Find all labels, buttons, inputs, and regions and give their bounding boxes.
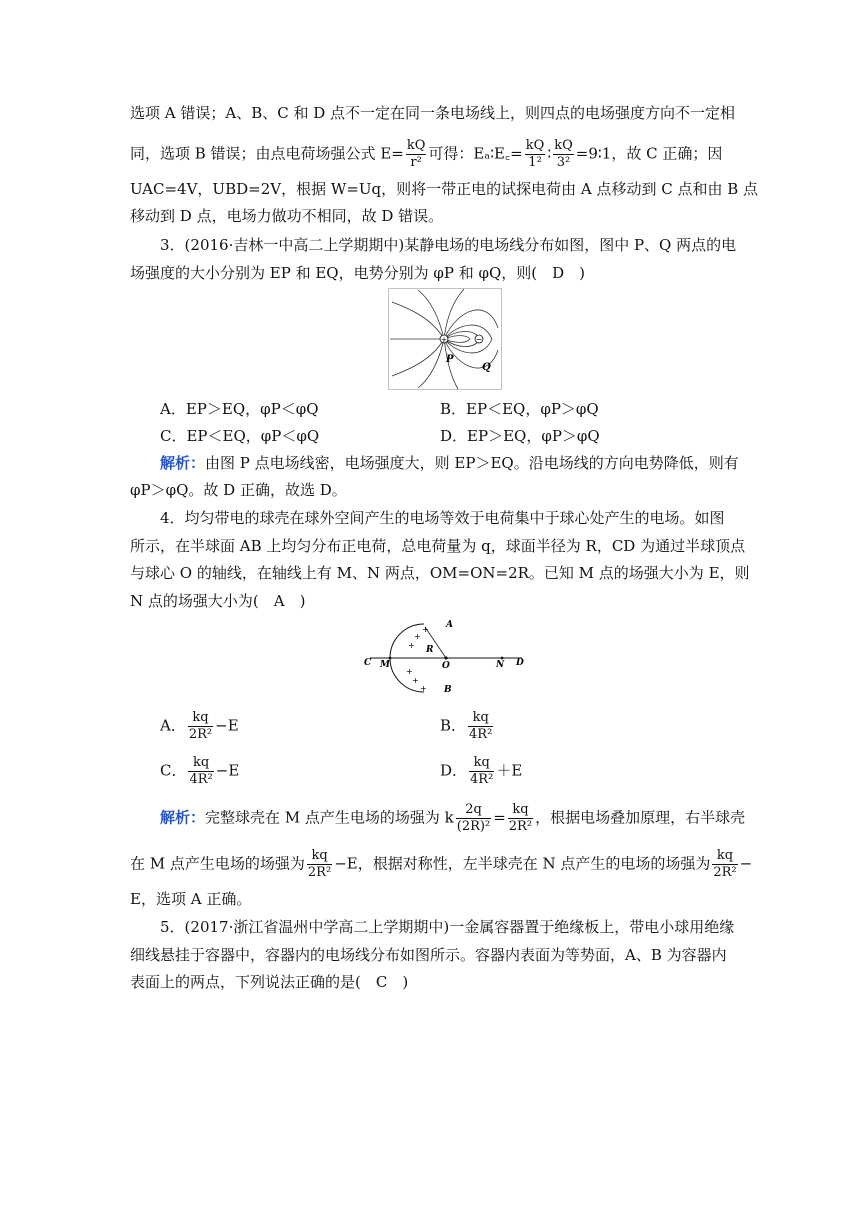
question-4-line: 所示，在半球面 AB 上均匀分布正电荷，总电荷量为 q，球面半径为 R，CD 为通过半球顶点	[130, 537, 746, 555]
analysis-text: −	[739, 854, 753, 873]
fraction-numerator: kq	[716, 848, 734, 863]
fraction-denominator: 3²	[553, 154, 574, 171]
svg-text:+: +	[408, 641, 415, 650]
question-4-line: 与球心 O 的轴线，在轴线上有 M、N 两点，OM=ON=2R。已知 M 点的场强大小为 E，则	[130, 564, 750, 582]
analysis-line: φP＞φQ。故 D 正确，故选 D。	[130, 481, 347, 499]
point-p-label: P	[446, 354, 454, 365]
question-5-line: 表面上的两点，下列说法正确的是( C )	[130, 973, 409, 991]
analysis-line	[160, 802, 746, 835]
fraction	[525, 138, 546, 171]
svg-text:+: +	[414, 632, 421, 641]
fraction-denominator: 2R²	[188, 727, 213, 742]
label-n: N	[496, 660, 505, 670]
point-n	[501, 657, 504, 660]
fraction-denominator: 4R²	[189, 772, 213, 787]
question-3-line: 3．(2016·吉林一中高二上学期期中)某静电场的电场线分布如图，图中 P、Q 两点的电	[160, 236, 737, 254]
fraction-numerator: kQ	[554, 138, 573, 153]
fraction	[188, 755, 213, 788]
question-5-line: 5．(2017·浙江省温州中学高二上学期期中)一金属容器置于绝缘板上，带电小球用绝缘	[160, 918, 735, 936]
option-prefix: D．	[440, 761, 468, 780]
label-a: A	[446, 620, 453, 630]
fraction	[188, 710, 213, 743]
field-line-loop	[444, 325, 492, 353]
fraction-numerator: kq	[472, 710, 489, 725]
field-line	[418, 339, 444, 388]
field-line	[392, 302, 444, 339]
fraction-denominator: (2R)²	[456, 819, 491, 834]
fraction-denominator: 2R²	[508, 819, 533, 834]
text-span: ∶	[547, 144, 552, 163]
fraction-numerator: kq	[473, 755, 490, 770]
option-a	[160, 710, 239, 743]
analysis-text: ，根据电场叠加原理，右半球壳	[535, 808, 746, 827]
question-4-line: N 点的场强大小为( A )	[130, 592, 306, 610]
fraction	[406, 138, 427, 171]
fraction-denominator: 4R²	[470, 772, 494, 787]
question-3-line: 场强度的大小分别为 EP 和 EQ，电势分别为 φP 和 φQ，则( D )	[130, 264, 586, 282]
fraction-denominator: 1²	[525, 154, 546, 171]
fraction	[456, 802, 491, 835]
field-lines-figure	[388, 288, 502, 390]
label-c: C	[364, 658, 372, 668]
option-prefix: C．	[160, 761, 187, 780]
fraction-numerator: kQ	[525, 138, 545, 153]
text-line-with-formula	[130, 138, 730, 171]
analysis-line: E，选项 A 正确。	[130, 890, 252, 908]
option-d: D．EP＞EQ，φP＞φQ	[440, 427, 600, 445]
figure-labels	[364, 620, 524, 695]
point-m	[389, 657, 392, 660]
label-d: D	[516, 658, 524, 668]
analysis-text: −E，根据对称性，左半球壳在 N 点产生的电场的场强为	[334, 854, 711, 873]
fraction-numerator: kq	[311, 848, 328, 863]
label-o: O	[442, 661, 450, 671]
option-prefix: A．	[160, 716, 186, 735]
fraction-numerator: kq	[192, 710, 209, 725]
option-b	[440, 710, 495, 743]
option-d	[440, 755, 522, 788]
positive-sign: +	[440, 335, 448, 345]
text-line: 移动到 D 点，电场力做功不相同，故 D 错误。	[130, 207, 444, 225]
fraction-numerator: kQ	[406, 138, 426, 153]
svg-text:+: +	[412, 676, 419, 685]
field-line	[418, 290, 444, 339]
fraction	[553, 138, 574, 171]
option-suffix: −E	[215, 716, 239, 735]
label-r: R	[426, 645, 434, 655]
fraction-denominator: 2R²	[307, 865, 332, 880]
svg-text:+: +	[406, 667, 413, 676]
question-5-line: 细线悬挂于容器中，容器内的电场线分布如图所示。容器内表面为等势面，A、B 为容器内	[130, 946, 727, 964]
fraction	[468, 710, 493, 743]
analysis-line	[130, 848, 753, 881]
label-m: M	[380, 660, 390, 670]
analysis-text: 完整球壳在 M 点产生电场的场强为 k	[205, 808, 454, 827]
fraction-denominator: 4R²	[469, 727, 493, 742]
label-b: B	[444, 685, 452, 695]
fraction-denominator: r²	[406, 154, 427, 171]
fraction-numerator: kq	[193, 755, 210, 770]
text-line: 选项 A 错误；A、B、C 和 D 点不一定在同一条电场线上，则四点的电场强度方向不一定相	[130, 104, 736, 122]
fraction	[307, 848, 332, 881]
option-suffix: −E	[215, 761, 240, 780]
option-b: B．EP＜EQ，φP＞φQ	[440, 400, 599, 418]
analysis-text: 由图 P 点电场线密，电场强度大，则 EP＞EQ。沿电场线的方向电势降低，则有	[205, 454, 739, 472]
analysis-text: 在 M 点产生电场的场强为	[130, 854, 305, 873]
hemisphere-figure	[360, 612, 540, 696]
text-span: 同，选项 B 错误；由点电荷场强公式 E=	[130, 144, 404, 163]
option-prefix: B．	[440, 716, 467, 735]
field-line	[392, 339, 444, 376]
svg-text:+: +	[420, 684, 427, 693]
analysis-label: 解析：	[160, 808, 206, 827]
fraction-numerator: kq	[512, 802, 529, 817]
point-q-label: Q	[482, 362, 491, 373]
option-c: C．EP＜EQ，φP＜φQ	[160, 427, 320, 445]
analysis-label: 解析：	[160, 454, 206, 472]
fraction-numerator: 2q	[465, 802, 482, 817]
option-a: A．EP＞EQ，φP＜φQ	[160, 400, 319, 418]
text-line: UAC=4V，UBD=2V，根据 W=Uq，则将一带正电的试探电荷由 A 点移动到 C 点和由 B 点	[130, 180, 759, 198]
fraction	[712, 848, 737, 881]
negative-sign: −	[475, 335, 483, 344]
center-point	[444, 656, 447, 659]
fraction	[508, 802, 533, 835]
text-span: =9∶1，故 C 正确；因	[575, 144, 723, 163]
text-span: 可得：Eₐ∶E꜀=	[428, 144, 523, 163]
question-4-line: 4．均匀带电的球壳在球外空间产生的电场等效于电荷集中于球心处产生的电场。如图	[160, 509, 725, 527]
analysis-text: =	[493, 808, 506, 827]
svg-text:+: +	[422, 625, 429, 634]
analysis-line	[160, 452, 739, 474]
fraction-denominator: 2R²	[713, 865, 737, 880]
charge-signs	[406, 625, 429, 693]
option-suffix: ＋E	[496, 761, 523, 780]
fraction	[469, 755, 494, 788]
option-c	[160, 755, 239, 788]
